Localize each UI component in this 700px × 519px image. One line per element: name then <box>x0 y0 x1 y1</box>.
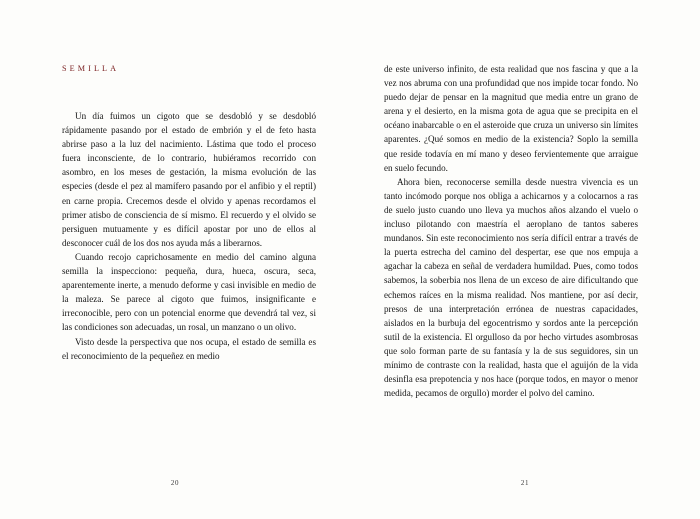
paragraph: Un día fuimos un cigoto que se desdobló y se desdobló rápidamente pasando por el estado de embrión y el de feto hasta abrirse paso a la luz del nacimiento. Lástima que todo el proceso fuera inconsciente, de lo contrario, hubiéramos recorrido con asombro, en los meses de gestación, la misma evolución de las especies (desde el pez al mamífero pasando por el anfibio y el reptil) en carne propia. Crecemos desde el olvido y apenas recordamos el primer atisbo de consciencia de sí mismo. El recuerdo y el olvido se persiguen mutuamente y es difícil apostar por uno de ellos al desconocer cuál de los dos nos ayuda más a liberarnos. <box>62 111 316 248</box>
page-right <box>350 0 700 519</box>
paragraph: Visto desde la perspectiva que nos ocupa, el estado de semilla es el reconocimiento de la pequeñez en medio <box>62 336 316 361</box>
page-number-right: 21 <box>520 479 530 487</box>
paragraph: de este universo infinito, de esta realidad que nos fascina y que a la vez nos abruma con una profundidad que nos impide tocar fondo. No puedo dejar de pensar en la magnitud que media entre un grano de arena y el desierto, en la misma gota de agua que se precipita en el océano inabarcable o en el asteroide que cruza un universo sin límites aparentes. ¿Qué somos en medio de la existencia? Soplo la semilla que reside todavía en mí mano y deseo fervientemente que arraigue en suelo fecundo. <box>384 64 638 173</box>
chapter-title: SEMILLA <box>62 64 120 73</box>
page-number-left: 20 <box>170 479 180 487</box>
paragraph: Cuando recojo caprichosamente en medio del camino alguna semilla la inspecciono: pequeña, dura, hueca, oscura, seca, aparentemente inerte, a menudo deforme y casi invisible en medio de la maleza. Se parece al cigoto que fuimos, insignificante e irreconocible, pero con un potencial enorme que devendrá tal vez, si las condiciones son adecuadas, un rosal, un manzano o un olivo. <box>62 251 316 333</box>
left-page-text-column <box>62 109 316 363</box>
paragraph: Ahora bien, reconocerse semilla desde nuestra vivencia es un tanto incómodo porque nos obliga a achicarnos y a colocarnos a ras de suelo justo cuando uno lleva ya muchos años alzando el vuelo o incluso pilotando con maestría el aeroplano de tantos saberes mundanos. Sin este reconocimiento nos sería difícil entrar a través de la puerta estrecha del camino del despertar, ese que nos empuja a agachar la cabeza en señal de verdadera humildad. Pues, como todos sabemos, la soberbia nos llena de un exceso de aire dificultando que echemos raíces en la misma realidad. Nos mantiene, por así decir, presos de una interpretación errónea de nuestras capacidades, aislados en la burbuja del egocentrismo y sordos ante la percepción sutil de la existencia. El orgulloso da por hecho virtudes asombrosas que solo forman parte de su fantasía y la de sus seguidores, sin un mínimo de contraste con la realidad, hasta que el aguijón de la vida desinfla esa prepotencia y nos hace (porque todos, en mayor o menor medida, pecamos de orgullo) morder el polvo del camino. <box>384 176 638 399</box>
right-page-text-column <box>384 62 638 400</box>
